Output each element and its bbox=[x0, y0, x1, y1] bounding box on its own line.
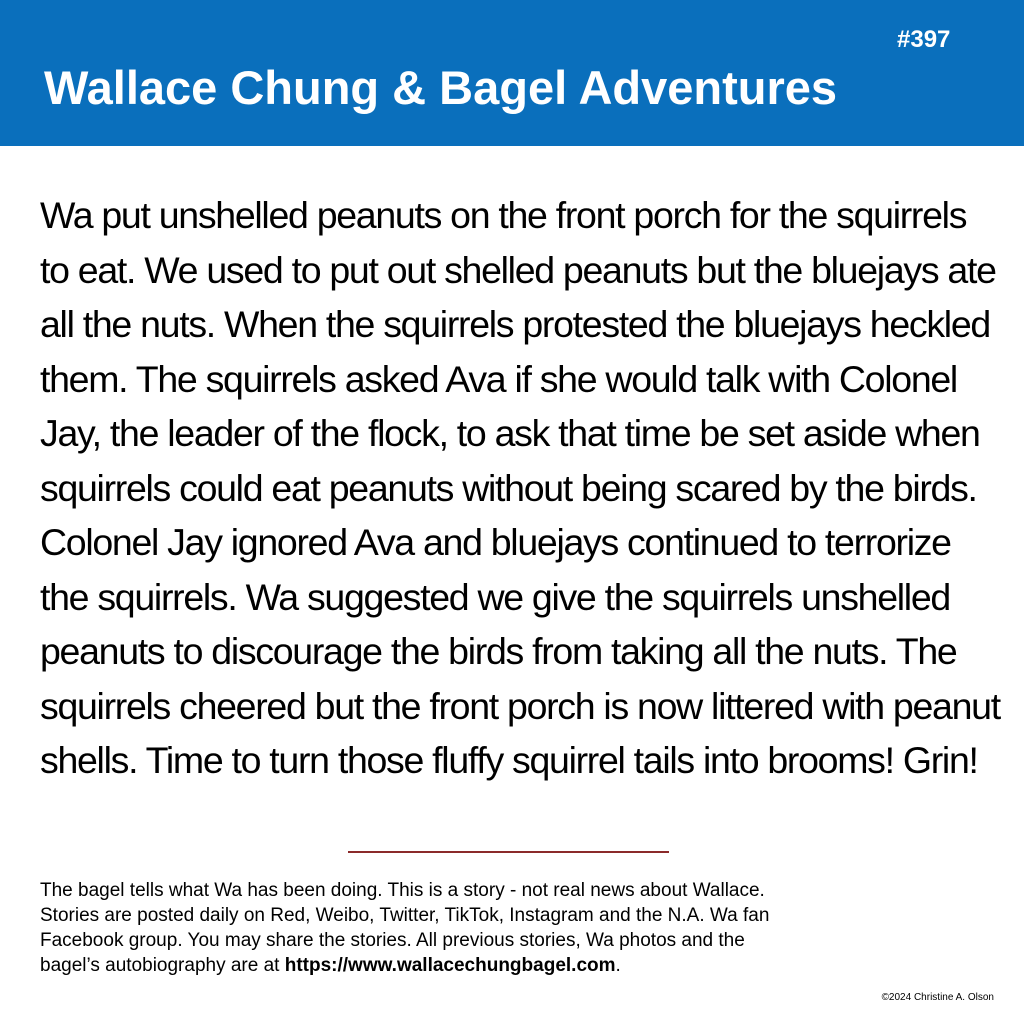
story-line: Colonel Jay ignored Ava and bluejays continued to terrorize bbox=[40, 521, 951, 563]
story-line: them. The squirrels asked Ava if she would talk with Colonel bbox=[40, 357, 957, 400]
footer-line: The bagel tells what Wa has been doing. This is a story - not real news about Wallace. bbox=[40, 880, 765, 901]
footer-line-last bbox=[40, 953, 990, 978]
story-line: squirrels could eat peanuts without being scared by the birds. bbox=[40, 466, 977, 509]
story-line: all the nuts. When the squirrels protested the bluejays heckled bbox=[40, 303, 990, 345]
copyright-notice: ©2024 Christine A. Olson bbox=[881, 992, 994, 1003]
footer-line-suffix: . bbox=[615, 955, 621, 976]
footer-note bbox=[40, 878, 990, 978]
page-title: Wallace Chung & Bagel Adventures bbox=[44, 61, 838, 114]
story-line: Jay, the leader of the flock, to ask that time be set aside when bbox=[40, 412, 980, 454]
footer-line: Facebook group. You may share the stories. All previous stories, Wa photos and the bbox=[40, 930, 745, 951]
story-text bbox=[40, 188, 1002, 788]
story-line: Wa put unshelled peanuts on the front porch for the squirrels bbox=[40, 194, 967, 236]
story-line: shells. Time to turn those fluffy squirrel tails into brooms! Grin! bbox=[40, 739, 978, 781]
issue-number: #397 bbox=[897, 26, 951, 53]
section-divider bbox=[348, 851, 669, 853]
story-line: squirrels cheered but the front porch is now littered with peanut bbox=[40, 684, 1000, 727]
footer-line-prefix: bagel’s autobiography are at bbox=[40, 955, 285, 976]
story-line: to eat. We used to put out shelled peanuts but the bluejays ate bbox=[40, 248, 996, 291]
header-banner bbox=[0, 0, 1024, 146]
website-link[interactable]: https://www.wallacechungbagel.com bbox=[284, 955, 616, 976]
story-line: the squirrels. Wa suggested we give the squirrels unshelled bbox=[40, 575, 950, 618]
story-line: peanuts to discourage the birds from taking all the nuts. The bbox=[40, 630, 957, 672]
footer-line: Stories are posted daily on Red, Weibo, Twitter, TikTok, Instagram and the N.A. Wa fan bbox=[40, 905, 770, 926]
